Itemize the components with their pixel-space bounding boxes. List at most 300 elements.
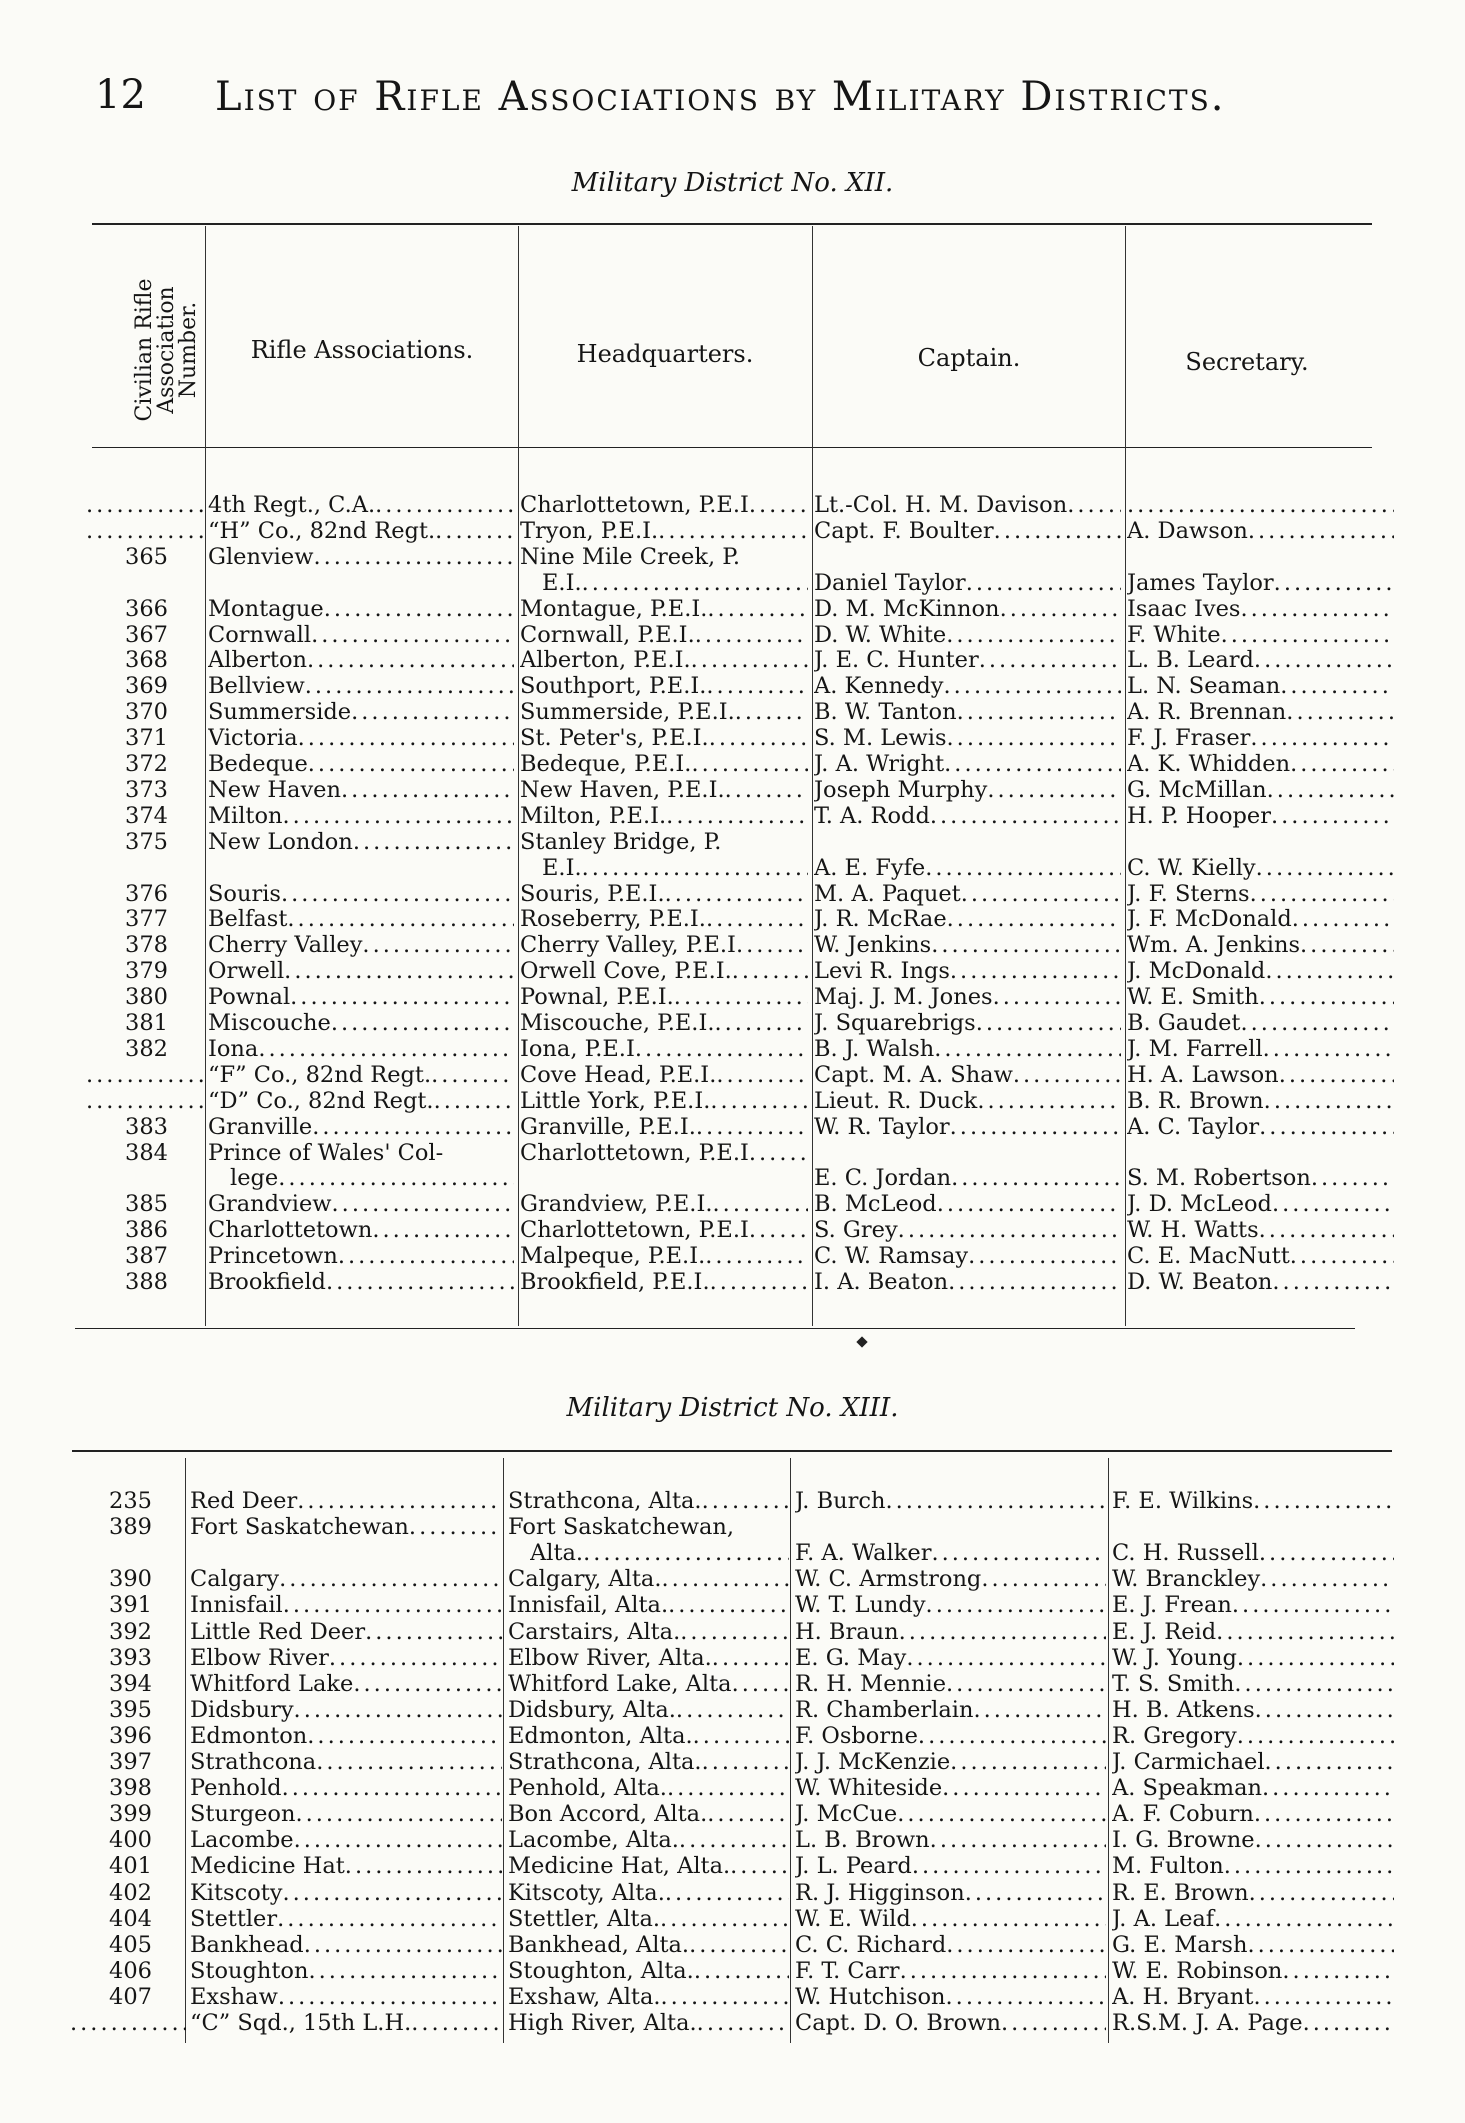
leader-dots [676, 1697, 789, 1723]
association-number: 384 [125, 1139, 168, 1166]
captain-name [795, 1958, 1106, 1984]
leader-dots [1013, 1062, 1121, 1088]
headquarters [520, 544, 808, 570]
secretary-name-text: F. White [1127, 621, 1221, 648]
secretary-name [1127, 777, 1394, 803]
association-name [190, 1958, 502, 1984]
captain-name-text: B. J. Walsh [814, 1035, 935, 1062]
association-name-text: Orwell [208, 958, 285, 985]
headquarters-text: Elbow River, Alta. [508, 1644, 712, 1671]
leader-dots [338, 1243, 514, 1269]
captain-name [814, 647, 1121, 673]
secretary-name [1127, 1062, 1394, 1088]
leader-dots [583, 1540, 789, 1566]
association-number: 380 [125, 984, 168, 1011]
leader-dots [951, 1165, 1121, 1191]
district-12-title: Military District No. XII. [571, 168, 894, 198]
column-header-number: Civilian Rifle Association Number. [132, 278, 201, 422]
leader-dots [1303, 2010, 1394, 2036]
headquarters-continued [542, 855, 808, 881]
association-name-text: Brookfield [208, 1269, 326, 1295]
leader-dots [1250, 725, 1394, 751]
leader-dots [1290, 1243, 1394, 1269]
leader-dots [666, 803, 808, 829]
association-name-text: “C” Sqd., 15th L.H. [190, 2010, 412, 2036]
association-name-text: Stettler [190, 1905, 278, 1932]
secretary-name [1127, 492, 1394, 518]
secretary-name-text: E. J. Reid [1112, 1618, 1217, 1645]
captain-name [814, 984, 1121, 1010]
leader-dots [702, 1488, 789, 1514]
headquarters-text: Didsbury, Alta. [508, 1696, 676, 1723]
captain-name-text: D. M. McKinnon [814, 595, 1000, 622]
secretary-name [1127, 932, 1394, 958]
headquarters [508, 1880, 789, 1906]
captain-name [814, 1165, 1121, 1191]
secretary-name-text: E. J. Frean [1112, 1592, 1232, 1619]
headquarters-text: Bon Accord, Alta. [508, 1801, 708, 1828]
leader-dots [1067, 492, 1121, 518]
secretary-name [1112, 1671, 1394, 1697]
association-name-text: Little Red Deer [190, 1618, 366, 1645]
captain-name-text: J. A. Wright [814, 751, 945, 777]
association-number: 373 [125, 776, 168, 803]
secretary-name [1127, 1036, 1394, 1062]
secretary-name [1127, 803, 1394, 829]
captain-name-text: L. B. Brown [795, 1827, 930, 1854]
headquarters-text: Medicine Hat, Alta. [508, 1853, 731, 1880]
leader-dots [1267, 777, 1394, 803]
leader-dots [307, 1723, 502, 1749]
secretary-name [1112, 1906, 1394, 1932]
leader-dots [693, 1723, 789, 1749]
association-number: 398 [109, 1775, 152, 1802]
association-name-text: Red Deer [190, 1488, 298, 1514]
association-name [208, 492, 514, 518]
leader-dots [926, 1592, 1106, 1618]
captain-name [814, 958, 1121, 984]
association-number: 379 [125, 958, 168, 985]
captain-name-text: Joseph Murphy [814, 776, 988, 803]
association-name [208, 1140, 514, 1166]
secretary-name [1127, 906, 1394, 932]
secretary-name-text: W. H. Watts [1127, 1217, 1259, 1244]
leader-dots [712, 1645, 789, 1671]
leader-dots [435, 518, 514, 544]
leader-dots [351, 699, 514, 725]
leader-dots [898, 1217, 1121, 1243]
leader-dots [1214, 1906, 1394, 1932]
leader-dots [86, 518, 204, 544]
leader-dots [1247, 1932, 1394, 1958]
headquarters [520, 984, 808, 1010]
association-name-text: Cherry Valley [208, 932, 363, 959]
leader-dots [1272, 1191, 1394, 1217]
association-name-continued-text: lege [230, 1165, 279, 1192]
captain-name [814, 518, 1121, 544]
association-name-text: Belfast [208, 906, 288, 933]
leader-dots [311, 622, 514, 648]
captain-name [814, 751, 1121, 777]
secretary-name [1112, 1984, 1394, 2010]
leader-dots [283, 1592, 502, 1618]
leader-dots [258, 1036, 514, 1062]
headquarters [508, 1984, 789, 2010]
leader-dots [287, 906, 514, 932]
leader-dots [1254, 1801, 1394, 1827]
leader-dots [710, 1088, 808, 1114]
headquarters-continued-text: Alta. [530, 1540, 584, 1567]
secretary-name [1112, 1540, 1394, 1566]
association-name-text: “D” Co., 82nd Regt. [208, 1087, 434, 1114]
leader-dots [86, 1062, 204, 1088]
headquarters [520, 1010, 808, 1036]
leader-dots [665, 1880, 789, 1906]
leader-dots [1260, 1566, 1394, 1592]
association-name [208, 1243, 514, 1269]
secretary-name-text: T. S. Smith [1112, 1670, 1235, 1697]
captain-name [795, 1540, 1106, 1566]
association-name [190, 1723, 502, 1749]
headquarters-text: Charlottetown, P.E.I [520, 1217, 749, 1244]
leader-dots [1265, 958, 1394, 984]
leader-dots [1240, 1010, 1394, 1036]
secretary-name-text: R.S.M. J. A. Page [1112, 2010, 1303, 2036]
association-name [208, 725, 514, 751]
association-name-text: Medicine Hat [190, 1853, 345, 1880]
leader-dots [1264, 1088, 1394, 1114]
column-divider [812, 226, 813, 1326]
headquarters [520, 725, 808, 751]
headquarters-text: Nine Mile Creek, P. [520, 543, 741, 570]
leader-dots [973, 1697, 1106, 1723]
secretary-name [1127, 596, 1394, 622]
column-divider [185, 1458, 186, 2043]
secretary-name-text: G. McMillan [1127, 776, 1267, 803]
association-name-text: Souris [208, 880, 281, 907]
leader-dots [431, 1062, 514, 1088]
captain-name [795, 1592, 1106, 1618]
leader-dots [1286, 699, 1394, 725]
leader-dots [706, 673, 808, 699]
headquarters [520, 647, 808, 673]
headquarters [520, 906, 808, 932]
leader-dots [709, 725, 808, 751]
captain-name-text: S. M. Lewis [814, 725, 947, 752]
leader-dots [668, 1592, 789, 1618]
association-name [190, 1932, 502, 1958]
leader-dots [305, 673, 514, 699]
leader-dots [950, 1749, 1106, 1775]
leader-dots [1265, 1749, 1394, 1775]
association-number: 393 [109, 1644, 152, 1671]
association-number: 387 [125, 1243, 168, 1270]
secretary-name-text: H. P. Hooper [1127, 802, 1271, 829]
headquarters-text: Penhold, Alta. [508, 1775, 667, 1802]
association-name [208, 932, 514, 958]
headquarters-text: Milton, P.E.I. [520, 802, 667, 829]
leader-dots [977, 1088, 1121, 1114]
association-name-text: Glenview [208, 543, 314, 570]
association-number: 386 [125, 1217, 168, 1244]
leader-dots [696, 1114, 808, 1140]
headquarters-text: Brookfield, P.E.I. [520, 1269, 710, 1295]
secretary-name [1127, 1191, 1394, 1217]
column-header-captain: Captain. [917, 344, 1021, 372]
leader-dots [297, 1488, 502, 1514]
leader-dots [1274, 570, 1394, 596]
secretary-name [1127, 570, 1394, 596]
captain-name-text: W. Hutchison [795, 1983, 946, 2010]
headquarters [508, 1775, 789, 1801]
captain-name [814, 596, 1121, 622]
association-name [208, 984, 514, 1010]
secretary-name [1127, 518, 1394, 544]
headquarters [520, 596, 808, 622]
leader-dots [1000, 596, 1121, 622]
association-name-text: “H” Co., 82nd Regt. [208, 517, 436, 544]
headquarters [520, 958, 808, 984]
headquarters [508, 1958, 789, 1984]
captain-name [795, 1566, 1106, 1592]
headquarters-text: Cornwall, P.E.I. [520, 621, 695, 648]
leader-dots [1311, 1165, 1394, 1191]
association-name-text: Bellview [208, 673, 305, 700]
leader-dots [375, 492, 514, 518]
leader-dots [987, 777, 1121, 803]
leader-dots [948, 1269, 1121, 1295]
leader-dots [1001, 2010, 1106, 2036]
association-name-text: Milton [208, 802, 283, 829]
secretary-name [1112, 1488, 1394, 1514]
captain-name-text: J. J. McKenzie [795, 1749, 951, 1775]
leader-dots [353, 1671, 502, 1697]
captain-name-text: J. Squarebrigs [814, 1010, 976, 1036]
captain-name [795, 1619, 1106, 1645]
leader-dots [1216, 1619, 1394, 1645]
leader-dots [409, 1514, 502, 1540]
association-name [190, 1671, 502, 1697]
leader-dots [702, 1749, 789, 1775]
leader-dots [290, 984, 514, 1010]
leader-dots [1259, 1114, 1394, 1140]
captain-name [795, 1671, 1106, 1697]
leader-dots [1240, 596, 1394, 622]
leader-dots [1248, 518, 1394, 544]
association-name-text: Penhold [190, 1775, 282, 1802]
leader-dots [944, 751, 1121, 777]
captain-name [814, 673, 1121, 699]
leader-dots [994, 518, 1121, 544]
secretary-name [1112, 1592, 1394, 1618]
secretary-name [1127, 958, 1394, 984]
leader-dots [1253, 1984, 1394, 2010]
association-name-text: Charlottetown [208, 1217, 373, 1244]
leader-dots [660, 1906, 789, 1932]
leader-dots [993, 984, 1121, 1010]
captain-name-text: Lt.-Col. H. M. Davison [814, 492, 1068, 518]
headquarters-text: Fort Saskatchewan, [508, 1514, 735, 1541]
leader-dots [661, 1984, 789, 2010]
headquarters [520, 1191, 808, 1217]
association-name-text: Cornwall [208, 621, 312, 648]
leader-dots [294, 1827, 502, 1853]
headquarters [520, 518, 808, 544]
association-number: 405 [109, 1931, 152, 1958]
association-name-text: New London [208, 828, 353, 855]
district-13-title: Military District No. XIII. [566, 1393, 899, 1423]
headquarters-text: Grandview, P.E.I. [520, 1191, 713, 1218]
leader-dots [730, 1853, 789, 1879]
headquarters-text: Southport, P.E.I. [520, 673, 707, 700]
leader-dots [979, 647, 1121, 673]
association-name-text: Sturgeon [190, 1801, 296, 1828]
captain-name-text: J. R. McRae [814, 906, 947, 933]
secretary-name [1127, 622, 1394, 648]
column-header-association: Rifle Associations. [250, 336, 474, 364]
association-name [208, 673, 514, 699]
association-number: 389 [109, 1514, 152, 1541]
association-name [208, 881, 514, 907]
association-name-text: Granville [208, 1113, 313, 1140]
association-name [208, 1036, 514, 1062]
captain-name [814, 855, 1121, 881]
headquarters [508, 1723, 789, 1749]
headquarters-text: Exshaw, Alta. [508, 1983, 661, 2010]
captain-name-text: Levi R. Ings [814, 958, 950, 985]
association-name-text: Whitford Lake [190, 1670, 354, 1697]
leader-dots [946, 1984, 1106, 2010]
leader-dots [326, 1269, 514, 1295]
headquarters-text: New Haven, P.E.I. [520, 776, 725, 803]
leader-dots [1232, 1592, 1394, 1618]
association-number: 365 [125, 543, 168, 570]
captain-name [814, 777, 1121, 803]
captain-name [814, 570, 1121, 596]
captain-name-text: D. W. White [814, 621, 947, 648]
leader-dots [324, 596, 514, 622]
secretary-name [1112, 1697, 1394, 1723]
leader-dots [283, 803, 514, 829]
leader-dots [1262, 1775, 1394, 1801]
secretary-name [1112, 1619, 1394, 1645]
leader-dots [906, 1645, 1106, 1671]
association-number: 391 [109, 1592, 152, 1619]
leader-dots [1221, 622, 1394, 648]
secretary-name-text: W. Branckley [1112, 1566, 1261, 1593]
leader-dots [1282, 1958, 1394, 1984]
association-name [208, 777, 514, 803]
leader-dots [434, 1088, 514, 1114]
ornament-diamond [856, 1336, 867, 1347]
leader-dots [707, 596, 808, 622]
secretary-name-text: F. E. Wilkins [1112, 1488, 1254, 1514]
captain-name [814, 906, 1121, 932]
leader-dots [411, 2010, 502, 2036]
secretary-name-text: A. H. Bryant [1112, 1983, 1254, 2010]
secretary-name-text: James Taylor [1127, 569, 1274, 596]
leader-dots [961, 881, 1121, 907]
association-number: 407 [109, 1983, 152, 2010]
leader-dots [736, 932, 808, 958]
captain-name [795, 1697, 1106, 1723]
leader-dots [281, 881, 514, 907]
headquarters [508, 1592, 789, 1618]
captain-name-text: S. Grey [814, 1217, 898, 1244]
headquarters-continued [542, 570, 808, 596]
captain-name-text: W. C. Armstrong [795, 1566, 982, 1593]
secretary-name-text: W. E. Smith [1127, 984, 1259, 1011]
headquarters-text: Orwell Cove, P.E.I. [520, 958, 732, 985]
association-name-text: Lacombe [190, 1827, 294, 1854]
headquarters [520, 1036, 808, 1062]
secretary-name-text: M. Fulton [1112, 1853, 1224, 1880]
secretary-name [1112, 1749, 1394, 1775]
association-name [190, 1697, 502, 1723]
headquarters [508, 1619, 789, 1645]
secretary-name [1127, 751, 1394, 777]
column-divider [1108, 1458, 1109, 2043]
leader-dots [732, 1671, 789, 1697]
association-number: 368 [125, 647, 168, 674]
headquarters [508, 2010, 789, 2036]
leader-dots [635, 1036, 808, 1062]
leader-dots [714, 1010, 808, 1036]
leader-dots [365, 1619, 502, 1645]
headquarters-text: Charlottetown, P.E.I [520, 1139, 749, 1166]
leader-dots [1224, 1853, 1394, 1879]
leader-dots [308, 751, 514, 777]
headquarters [508, 1827, 789, 1853]
leader-dots [899, 1619, 1106, 1645]
leader-dots [331, 1010, 514, 1036]
association-number: 396 [109, 1722, 152, 1749]
secretary-name [1127, 984, 1394, 1010]
captain-name [795, 1906, 1106, 1932]
leader-dots [1234, 1671, 1394, 1697]
secretary-name-text: D. W. Beaton [1127, 1269, 1273, 1295]
leader-dots [950, 1114, 1121, 1140]
secretary-name-text: A. K. Whidden [1127, 751, 1291, 777]
headquarters-text: Stettler, Alta. [508, 1905, 661, 1932]
association-number: 394 [109, 1670, 152, 1697]
association-name [190, 1880, 502, 1906]
headquarters-text: Strathcona, Alta. [508, 1488, 702, 1514]
leader-dots [1249, 1880, 1394, 1906]
association-name [190, 1984, 502, 2010]
secretary-name [1127, 1165, 1394, 1191]
leader-dots [931, 932, 1121, 958]
leader-dots [1300, 932, 1394, 958]
captain-name [795, 1853, 1106, 1879]
captain-name [814, 1243, 1121, 1269]
association-name [208, 1191, 514, 1217]
association-number: 400 [109, 1827, 152, 1854]
association-name [190, 1619, 502, 1645]
leader-dots [282, 1775, 502, 1801]
secretary-name-text: H. A. Lawson [1127, 1061, 1279, 1088]
headquarters-text: Charlottetown, P.E.I [520, 492, 749, 518]
captain-name-text: Capt. M. A. Shaw [814, 1061, 1013, 1088]
association-name-text: Elbow River [190, 1644, 329, 1671]
association-name [190, 1827, 502, 1853]
association-number: 376 [125, 880, 168, 907]
association-number: 374 [125, 802, 168, 829]
leader-dots [1272, 1269, 1394, 1295]
headquarters [508, 1645, 789, 1671]
captain-name-text: T. A. Rodd [814, 802, 930, 829]
headquarters-text: Montague, P.E.I. [520, 595, 708, 622]
